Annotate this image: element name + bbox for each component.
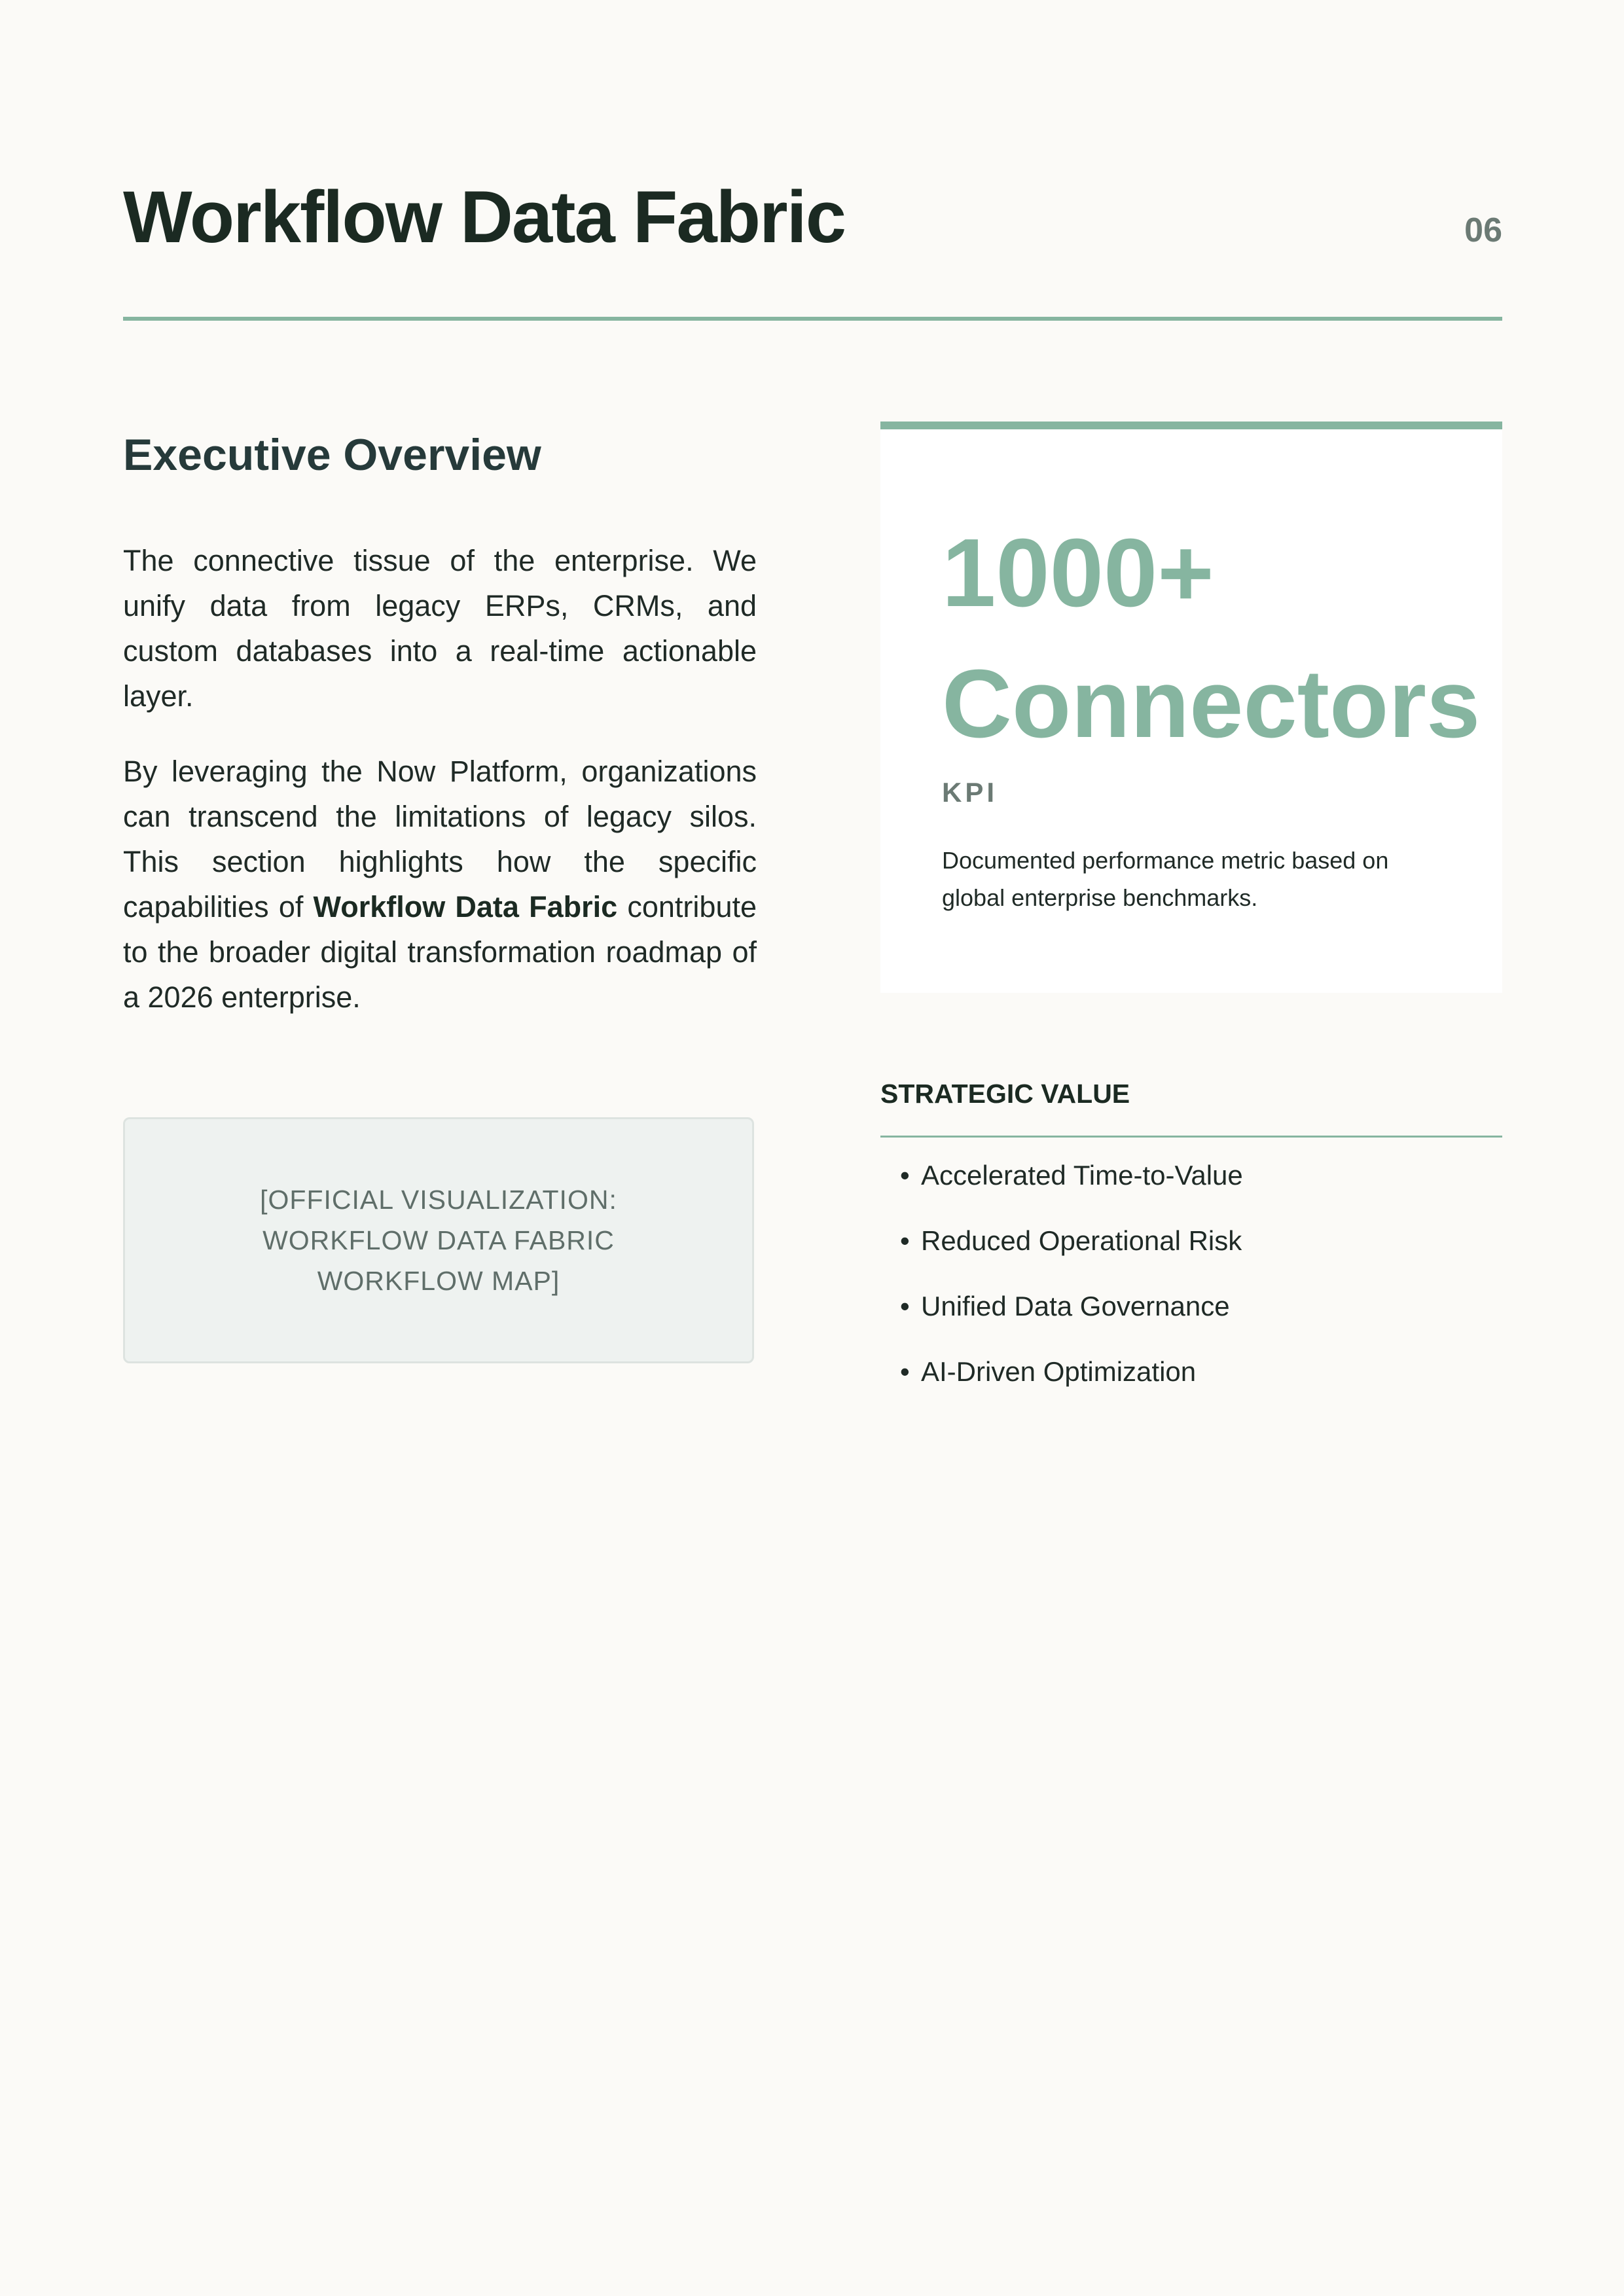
overview-paragraph-2 xyxy=(123,749,757,1020)
page-number: 06 xyxy=(1464,211,1502,249)
kpi-label: KPI xyxy=(942,777,998,808)
strategic-value-heading: STRATEGIC VALUE xyxy=(880,1070,1502,1138)
visualization-placeholder-text: [OFFICIAL VISUALIZATION: WORKFLOW DATA FABRIC WORKFLOW MAP] xyxy=(260,1185,617,1296)
paragraph-2-text-start: By leveraging the Now Platform, organizations can transcend the limitations of legacy silos. This section highlights how the specific capabilities of xyxy=(123,755,757,924)
page-title: Workflow Data Fabric xyxy=(123,176,846,258)
visualization-placeholder xyxy=(123,1117,754,1363)
list-item-text: Unified Data Governance xyxy=(921,1291,1230,1321)
page-header xyxy=(123,171,1502,321)
list-item-text: Accelerated Time-to-Value xyxy=(921,1160,1243,1191)
list-item xyxy=(900,1352,1502,1391)
strategic-value-section xyxy=(880,1070,1502,1418)
overview-paragraph-1: The connective tissue of the enterprise. We unify data from legacy ERPs, CRMs, and custom databases into a real-time actionable layer. xyxy=(123,544,757,713)
bullet-icon: • xyxy=(900,1356,910,1387)
list-item xyxy=(900,1221,1502,1261)
kpi-description: Documented performance metric based on global enterprise benchmarks. xyxy=(942,847,1389,911)
strategic-value-list xyxy=(880,1138,1502,1391)
paragraph-2-bold-term: Workflow Data Fabric xyxy=(313,890,618,924)
paragraph-2-text-end: contribute to the broader digital transformation roadmap of a 2026 enterprise. xyxy=(123,890,757,1014)
list-item xyxy=(900,1287,1502,1326)
list-item-text: Reduced Operational Risk xyxy=(921,1225,1242,1256)
bullet-icon: • xyxy=(900,1160,910,1191)
kpi-card xyxy=(880,422,1502,993)
kpi-value: 1000+ Connectors xyxy=(942,519,1481,758)
bullet-icon: • xyxy=(900,1291,910,1321)
list-item xyxy=(900,1156,1502,1195)
list-item-text: AI-Driven Optimization xyxy=(921,1356,1197,1387)
section-heading: Executive Overview xyxy=(123,430,541,480)
document-page xyxy=(123,0,1502,2296)
bullet-icon: • xyxy=(900,1225,910,1256)
executive-overview-section xyxy=(123,419,757,1020)
